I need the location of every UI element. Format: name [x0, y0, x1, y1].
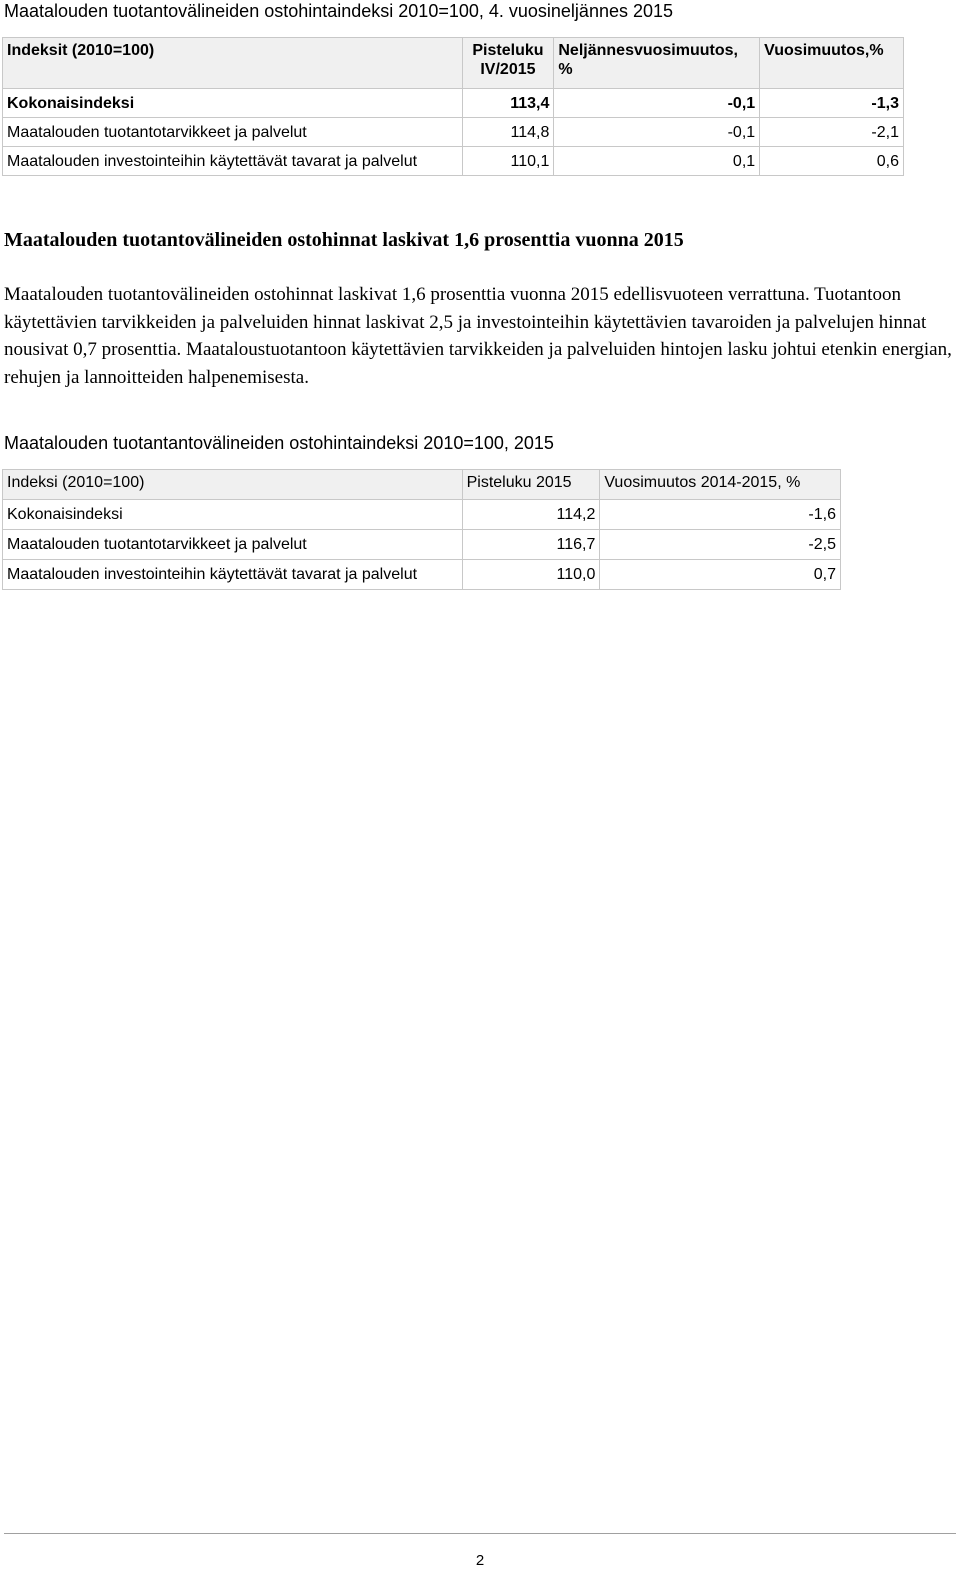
- row-label: Maatalouden investointeihin käytettävät tavarat ja palvelut: [3, 560, 463, 590]
- annual-change-value: -1,3: [760, 89, 904, 118]
- annual-change-value: 0,6: [760, 147, 904, 176]
- footer-divider: [4, 1533, 956, 1534]
- annual-change-value: -2,5: [600, 530, 841, 560]
- table-row: [3, 530, 841, 560]
- table-row: [3, 89, 904, 118]
- section-title: Maatalouden tuotantovälineiden ostohinnat laskivat 1,6 prosenttia vuonna 2015: [4, 229, 684, 251]
- points-value: 110,0: [462, 560, 600, 590]
- row-label: Kokonaisindeksi: [3, 500, 463, 530]
- table-header-row: [3, 470, 841, 500]
- annual-change-value: -1,6: [600, 500, 841, 530]
- table-row: [3, 118, 904, 147]
- column-header-points: Pisteluku 2015: [462, 470, 600, 500]
- quarterly-change-value: -0,1: [554, 118, 760, 147]
- points-value: 113,4: [462, 89, 554, 118]
- points-value: 114,2: [462, 500, 600, 530]
- annual-change-value: 0,7: [600, 560, 841, 590]
- page-number: 2: [475, 1552, 485, 1569]
- points-value: 114,8: [462, 118, 554, 147]
- body-paragraph: Maatalouden tuotantovälineiden ostohinnat laskivat 1,6 prosenttia vuonna 2015 edellisvuoteen verrattuna. Tuotantoon käytettävien tarvikkeiden ja palveluiden hinnat laskivat 2,5 ja investointeihin käytettävien tavaroiden ja palvelujen hinnat nousivat 0,7 prosenttia. Maataloustuotantoon käytettävien tarvikkeiden ja palveluiden hintojen lasku johtui etenkin energian, rehujen ja lannoitteiden halpenemisesta.: [4, 284, 952, 388]
- quarterly-index-table: [2, 37, 904, 176]
- quarterly-change-value: 0,1: [554, 147, 760, 176]
- column-header-annual-change: Vuosimuutos,%: [760, 38, 904, 89]
- annual-change-value: -2,1: [760, 118, 904, 147]
- page-title: Maatalouden tuotantovälineiden ostohintaindeksi 2010=100, 4. vuosineljännes 2015: [4, 1, 674, 21]
- row-label: Maatalouden investointeihin käytettävät tavarat ja palvelut: [3, 147, 463, 176]
- table-header-row: [3, 38, 904, 89]
- column-header-points: Pisteluku IV/2015: [462, 38, 554, 89]
- column-header-annual-change: Vuosimuutos 2014-2015, %: [600, 470, 841, 500]
- column-header-index: Indeksi (2010=100): [3, 470, 463, 500]
- column-header-index: Indeksit (2010=100): [3, 38, 463, 89]
- subsection-title: Maatalouden tuotantantovälineiden ostohintaindeksi 2010=100, 2015: [4, 433, 554, 453]
- table-row: [3, 147, 904, 176]
- points-value: 116,7: [462, 530, 600, 560]
- table-row: [3, 560, 841, 590]
- points-value: 110,1: [462, 147, 554, 176]
- row-label: Maatalouden tuotantotarvikkeet ja palvelut: [3, 118, 463, 147]
- row-label: Kokonaisindeksi: [3, 89, 463, 118]
- row-label: Maatalouden tuotantotarvikkeet ja palvelut: [3, 530, 463, 560]
- annual-index-table: [2, 469, 841, 590]
- column-header-quarterly-change: Neljännesvuosimuutos, %: [554, 38, 760, 89]
- quarterly-change-value: -0,1: [554, 89, 760, 118]
- table-row: [3, 500, 841, 530]
